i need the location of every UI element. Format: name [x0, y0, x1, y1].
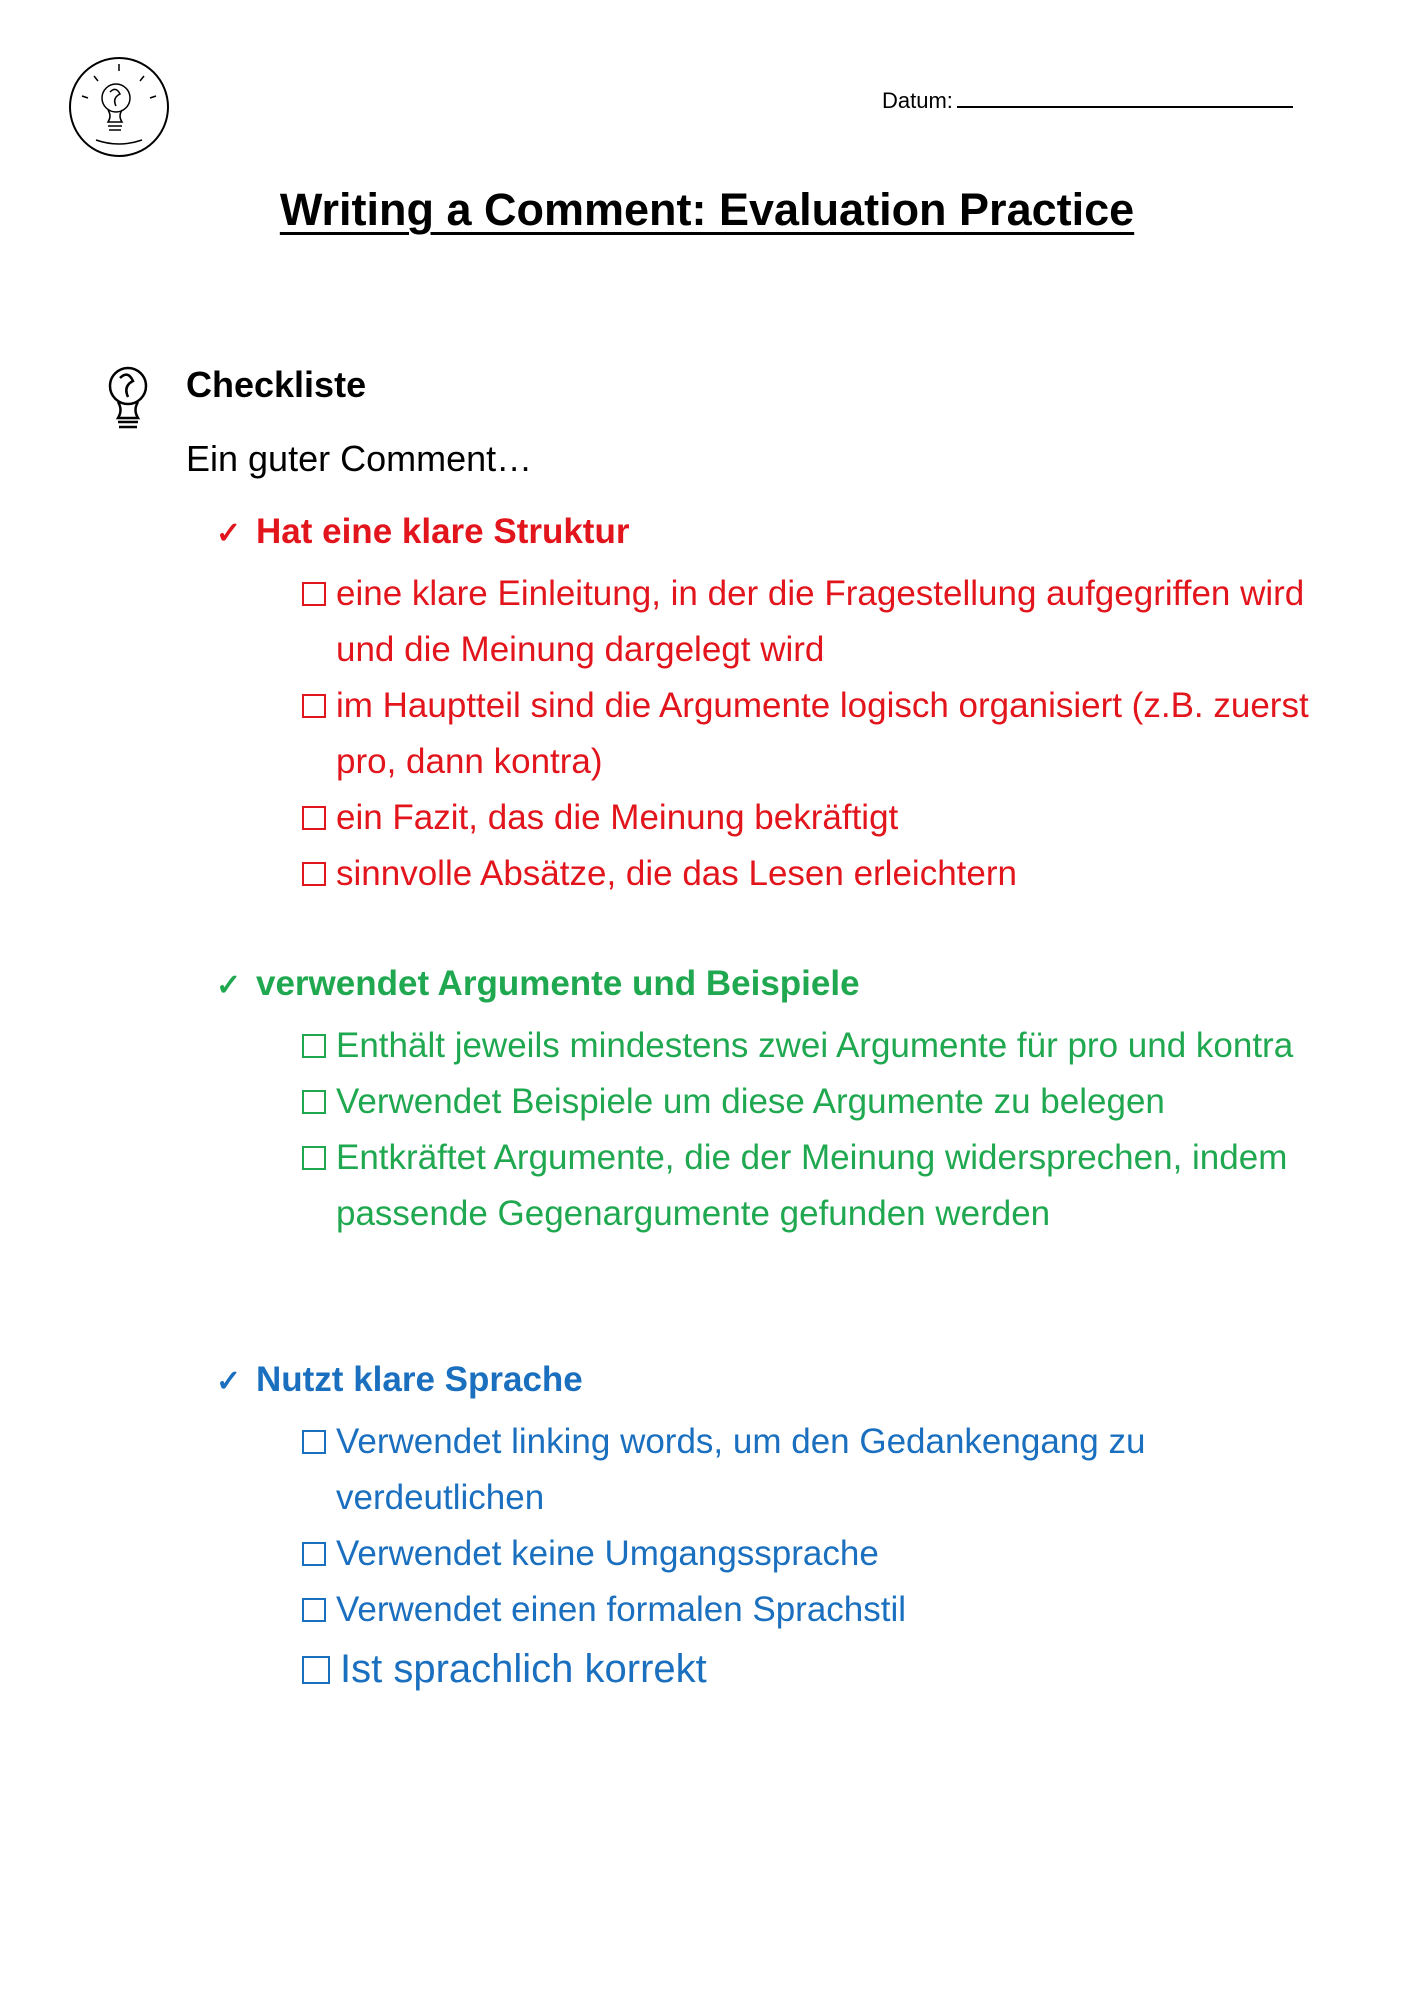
checklist-item: eine klare Einleitung, in der die Fragestellung aufgegriffen wird und die Meinung dargelegt wird — [302, 566, 1336, 678]
checkbox[interactable] — [302, 1034, 326, 1058]
checkbox[interactable] — [302, 1542, 326, 1566]
checklist-item: im Hauptteil sind die Argumente logisch organisiert (z.B. zuerst pro, dann kontra) — [302, 678, 1336, 790]
checklist-item: Enthält jeweils mindestens zwei Argumente für pro und kontra — [302, 1018, 1336, 1074]
checklist-item: Entkräftet Argumente, die der Meinung widersprechen, indem passende Gegenargumente gefunden werden — [302, 1130, 1336, 1242]
checklist-item: Verwendet einen formalen Sprachstil — [302, 1582, 1340, 1638]
section-arguments — [216, 964, 1336, 1242]
checkbox[interactable] — [302, 1598, 326, 1622]
checklist-item: ein Fazit, das die Meinung bekräftigt — [302, 790, 1336, 846]
checklist-item: Verwendet linking words, um den Gedankengang zu verdeutlichen — [302, 1414, 1340, 1526]
checklist-heading: Checkliste — [186, 364, 367, 405]
checkbox[interactable] — [302, 1656, 330, 1684]
section-structure — [216, 512, 1336, 902]
section-heading — [216, 1360, 1340, 1406]
lightbulb-logo-icon — [66, 54, 172, 160]
checkbox[interactable] — [302, 1430, 326, 1454]
checkbox[interactable] — [302, 694, 326, 718]
date-blank-line[interactable] — [957, 86, 1293, 108]
section-heading — [216, 964, 1336, 1010]
checklist-intro: Ein guter Comment… — [186, 438, 533, 479]
checkbox[interactable] — [302, 1146, 326, 1170]
section-heading-text: verwendet Argumente und Beispiele — [256, 964, 860, 1003]
page-title: Writing a Comment: Evaluation Practice — [279, 184, 1135, 235]
checkmark-icon: ✓ — [216, 969, 242, 1002]
checkbox[interactable] — [302, 1090, 326, 1114]
date-field — [882, 86, 1293, 114]
section-heading-text: Nutzt klare Sprache — [256, 1360, 583, 1399]
checkmark-icon: ✓ — [216, 1365, 242, 1398]
checkbox[interactable] — [302, 582, 326, 606]
checklist-item: Ist sprachlich korrekt — [302, 1638, 1340, 1700]
logo — [66, 54, 172, 160]
checklist-item: sinnvolle Absätze, die das Lesen erleichtern — [302, 846, 1336, 902]
date-label: Datum: — [882, 88, 953, 113]
checklist-item: Verwendet keine Umgangssprache — [302, 1526, 1340, 1582]
checkmark-icon: ✓ — [216, 517, 242, 550]
checklist-item: Verwendet Beispiele um diese Argumente zu belegen — [302, 1074, 1336, 1130]
checkbox[interactable] — [302, 862, 326, 886]
section-heading — [216, 512, 1336, 558]
lightbulb-icon — [98, 362, 158, 434]
checkbox[interactable] — [302, 806, 326, 830]
section-heading-text: Hat eine klare Struktur — [256, 512, 630, 551]
section-language — [216, 1360, 1340, 1700]
